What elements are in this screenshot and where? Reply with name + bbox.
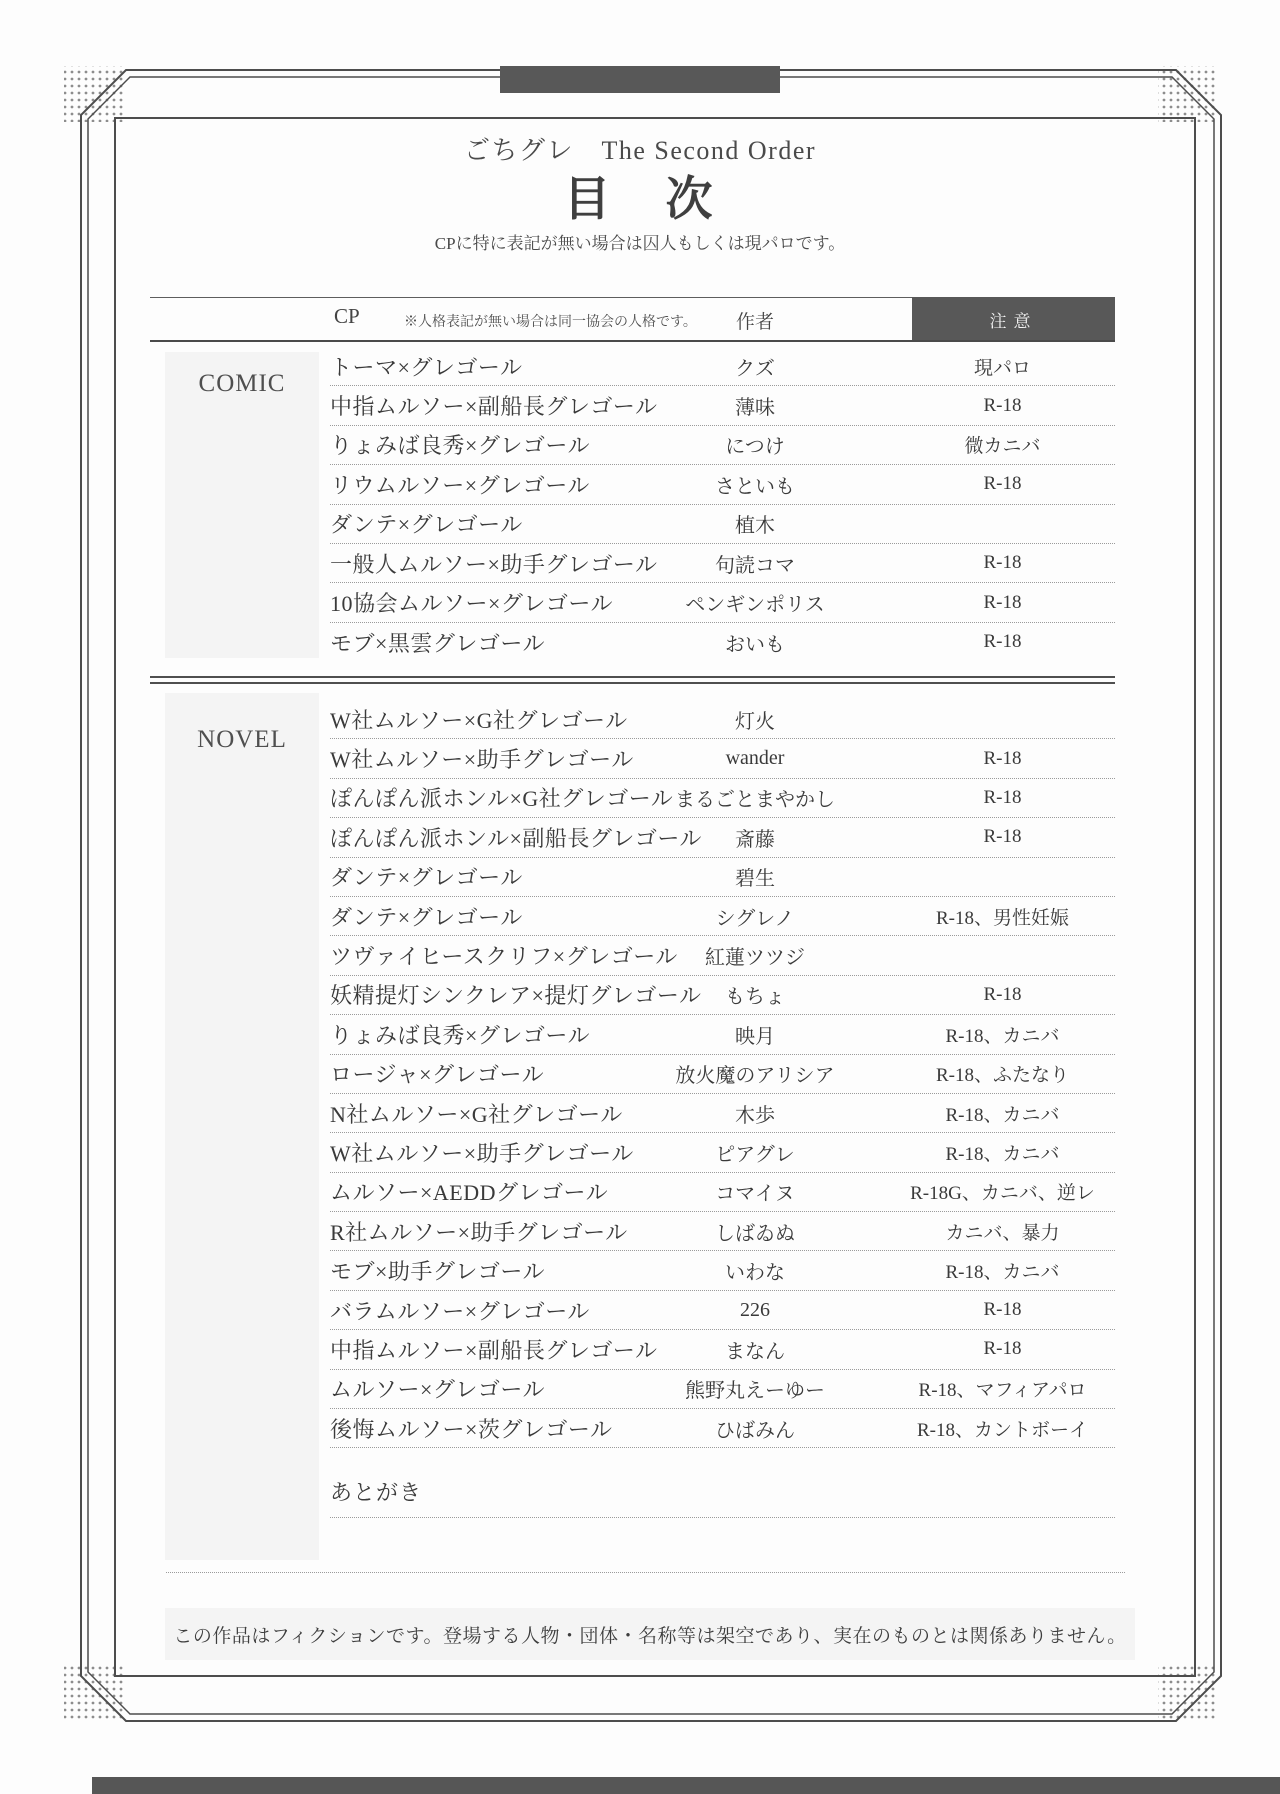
book-title: ごちグレ The Second Order (463, 136, 817, 165)
row-author: まるごとまやかし (675, 789, 835, 812)
novel-rows (330, 700, 1115, 1448)
row-cp: 妖精提灯シンクレア×提灯グレゴール (330, 983, 702, 1009)
table-row (330, 779, 1115, 818)
row-warning: R-18、カントボーイ (916, 1419, 1088, 1441)
afterword-row: あとがき (330, 1447, 1115, 1518)
comic-rows (330, 347, 1115, 662)
row-warning: R-18 (983, 786, 1022, 808)
row-warning: R-18、男性妊娠 (935, 907, 1069, 929)
table-row (330, 426, 1115, 465)
row-warning: R-18 (983, 591, 1022, 613)
row-warning: R-18、マフィアパロ (918, 1380, 1087, 1402)
table-row (330, 1173, 1115, 1212)
row-author: もちょ (725, 986, 785, 1009)
row-author: 斎藤 (735, 828, 775, 851)
row-warning: R-18 (983, 552, 1022, 574)
row-author: しばゐぬ (715, 1222, 795, 1245)
table-row (330, 1094, 1115, 1133)
closing-dotted-rule (166, 1572, 1125, 1573)
table-row (330, 1251, 1115, 1290)
row-author: 句読コマ (715, 554, 795, 577)
row-author: ひばみん (715, 1419, 795, 1442)
section-label-comic: COMIC (198, 370, 286, 397)
table-row (330, 739, 1115, 778)
table-row (330, 1370, 1115, 1409)
row-author: につけ (725, 436, 785, 459)
row-author: 碧生 (735, 868, 775, 891)
row-warning: R-18、カニバ (945, 1104, 1060, 1126)
row-cp: リウムルソー×グレゴール (330, 472, 590, 498)
row-author: 226 (740, 1298, 770, 1321)
table-row (330, 818, 1115, 857)
table-row (330, 347, 1115, 386)
row-cp: ダンテ×グレゴール (330, 512, 523, 538)
row-author: クズ (735, 357, 775, 380)
table-row (330, 1133, 1115, 1172)
row-cp: トーマ×グレゴール (330, 354, 523, 380)
row-warning: R-18 (983, 1338, 1022, 1360)
row-cp: りょみば良秀×グレゴール (330, 1022, 590, 1048)
section-label-novel: NOVEL (197, 726, 287, 753)
row-cp: モブ×黒雲グレゴール (330, 630, 545, 656)
row-warning: R-18 (983, 1299, 1022, 1321)
row-author: 灯火 (735, 710, 775, 733)
row-author: 木歩 (735, 1104, 775, 1127)
row-warning: R-18 (983, 631, 1022, 653)
table-row (330, 623, 1115, 662)
row-cp: 中指ムルソー×副船長グレゴール (330, 394, 658, 420)
row-author: コマイヌ (715, 1183, 795, 1206)
fiction-disclaimer: この作品はフィクションです。登場する人物・団体・名称等は架空であり、実在のものとは関係ありません。 (165, 1608, 1135, 1660)
row-author: おいも (725, 633, 785, 656)
section-divider-rule (150, 676, 1115, 684)
row-warning: R-18 (983, 473, 1022, 495)
header-bottom-rule (150, 340, 1115, 342)
row-warning: R-18 (983, 394, 1022, 416)
row-author: シグレノ (715, 907, 795, 930)
row-cp: W社ムルソー×助手グレゴール (330, 747, 634, 773)
table-row (330, 1055, 1115, 1094)
row-warning: 微カニバ (964, 436, 1041, 458)
table-row (330, 1291, 1115, 1330)
table-row (330, 858, 1115, 897)
row-author: 植木 (735, 515, 775, 538)
table-row (330, 465, 1115, 504)
row-warning: R-18 (983, 983, 1022, 1005)
row-cp: モブ×助手グレゴール (330, 1259, 545, 1285)
row-warning: R-18、カニバ (945, 1262, 1060, 1284)
table-row (330, 505, 1115, 544)
top-center-tab (500, 66, 780, 93)
row-author: 映月 (735, 1025, 775, 1048)
row-warning: R-18 (983, 826, 1022, 848)
row-cp: ムルソー×グレゴール (330, 1377, 545, 1403)
column-header-warning-badge: 注意 (912, 297, 1115, 341)
row-author: ピアグレ (715, 1143, 795, 1166)
row-author: 紅蓮ツツジ (705, 947, 805, 970)
header-top-rule (150, 297, 912, 298)
row-author: wander (725, 747, 785, 770)
row-warning: R-18、カニバ (945, 1025, 1060, 1047)
column-header-cp: CP (334, 304, 360, 328)
row-cp: 10協会ムルソー×グレゴール (330, 591, 613, 617)
row-cp: R社ムルソー×助手グレゴール (330, 1219, 628, 1245)
row-author: いわな (725, 1262, 785, 1285)
cp-default-note: CPに特に表記が無い場合は囚人もしくは現パロです。 (434, 234, 846, 253)
row-author: ペンギンポリス (685, 594, 825, 617)
row-cp: 一般人ムルソー×助手グレゴール (330, 551, 658, 577)
bottom-edge-band (92, 1777, 1280, 1794)
column-header-cp-note: ※人格表記が無い場合は同一協会の人格です。 (404, 315, 697, 330)
row-author: 薄味 (735, 397, 775, 420)
row-author: さといも (715, 475, 795, 498)
row-cp: バラムルソー×グレゴール (330, 1298, 590, 1324)
section-box-comic (165, 352, 319, 658)
row-cp: ぽんぽん派ホンル×G社グレゴール (330, 786, 674, 812)
table-row (330, 700, 1115, 739)
table-row (330, 976, 1115, 1015)
table-row (330, 1212, 1115, 1251)
row-cp: りょみば良秀×グレゴール (330, 433, 590, 459)
row-warning: R-18G、カニバ、逆レ (910, 1183, 1095, 1205)
table-row (330, 1015, 1115, 1054)
page-title: 目 次 (563, 174, 717, 226)
row-warning: R-18、カニバ (945, 1143, 1060, 1165)
row-cp: ダンテ×グレゴール (330, 865, 523, 891)
table-row (330, 1330, 1115, 1369)
row-warning: R-18、ふたなり (935, 1065, 1069, 1087)
row-warning: 現パロ (973, 357, 1031, 379)
row-cp: 中指ムルソー×副船長グレゴール (330, 1337, 658, 1363)
row-author: 放火魔のアリシア (675, 1065, 835, 1088)
table-row (330, 897, 1115, 936)
row-cp: ぽんぽん派ホンル×副船長グレゴール (330, 825, 702, 851)
row-warning: カニバ、暴力 (945, 1222, 1060, 1244)
row-author: まなん (725, 1340, 785, 1363)
table-row (330, 544, 1115, 583)
row-cp: 後悔ムルソー×茨グレゴール (330, 1416, 613, 1442)
table-row (330, 583, 1115, 622)
row-warning: R-18 (983, 747, 1022, 769)
column-header-author: 作者 (735, 312, 774, 333)
table-row (330, 386, 1115, 425)
table-row (330, 936, 1115, 975)
row-cp: ムルソー×AEDDグレゴール (330, 1180, 609, 1206)
row-cp: N社ムルソー×G社グレゴール (330, 1101, 623, 1127)
row-cp: ロージャ×グレゴール (330, 1062, 545, 1088)
row-cp: W社ムルソー×助手グレゴール (330, 1140, 634, 1166)
row-cp: W社ムルソー×G社グレゴール (330, 707, 628, 733)
row-author: 熊野丸えーゆー (685, 1380, 825, 1403)
row-cp: ツヴァイヒースクリフ×グレゴール (330, 944, 678, 970)
section-box-novel (165, 693, 319, 1560)
row-cp: ダンテ×グレゴール (330, 904, 523, 930)
table-row (330, 1409, 1115, 1448)
